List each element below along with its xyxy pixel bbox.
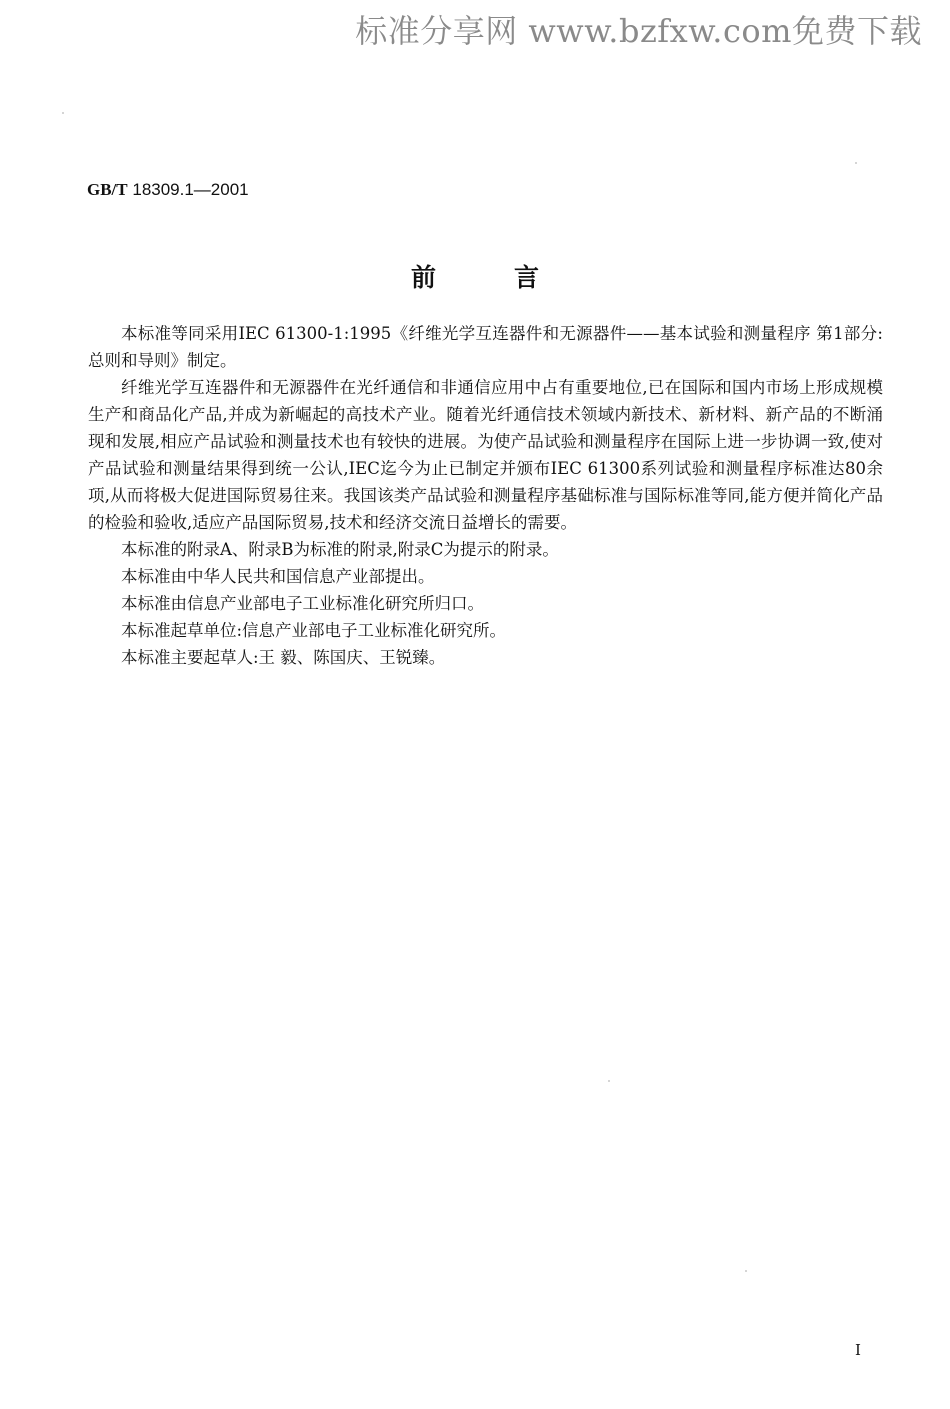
watermark-text: 标准分享网 www.bzfxw.com免费下载 <box>355 12 922 50</box>
page-number: I <box>855 1341 861 1359</box>
page-title: 前言 <box>410 263 617 292</box>
paragraph-administrator: 本标准由信息产业部电子工业标准化研究所归口。 <box>121 594 484 613</box>
paragraph-drafters: 本标准主要起草人:王 毅、陈国庆、王锐臻。 <box>121 648 446 667</box>
scan-speck <box>745 1270 747 1272</box>
foreword-body <box>88 320 883 671</box>
paragraph-background: 纤维光学互连器件和无源器件在光纤通信和非通信应用中占有重要地位,已在国际和国内市场上形成规模生产和商品化产品,并成为新崛起的高技术产业。随着光纤通信技术领域内新技术、新材料、新产品的不断涌现和发展,相应产品试验和测量技术也有较快的进展。为使产品试验和测量程序在国际上进一步协调一致,使对产品试验和测量结果得到统一公认,IEC迄今为止已制定并颁布IEC 61300系列试验和测量程序标准达80余项,从而将极大促进国际贸易往来。我国该类产品试验和测量程序基础标准与国际标准等同,能方便并简化产品的检验和验收,适应产品国际贸易,技术和经济交流日益增长的需要。 <box>88 378 883 532</box>
standard-code <box>87 180 249 200</box>
standard-code-prefix: GB/T <box>87 180 128 199</box>
standard-code-number: 18309.1—2001 <box>132 180 249 199</box>
scan-speck <box>62 112 64 114</box>
paragraph-appendices: 本标准的附录A、附录B为标准的附录,附录C为提示的附录。 <box>121 540 559 559</box>
scan-speck <box>855 162 857 164</box>
paragraph-drafting-unit: 本标准起草单位:信息产业部电子工业标准化研究所。 <box>121 621 507 640</box>
paragraph-adoption: 本标准等同采用IEC 61300-1:1995《纤维光学互连器件和无源器件——基本试验和测量程序 第1部分:总则和导则》制定。 <box>88 324 883 370</box>
scan-speck <box>608 1080 610 1082</box>
paragraph-proposer: 本标准由中华人民共和国信息产业部提出。 <box>121 567 435 586</box>
